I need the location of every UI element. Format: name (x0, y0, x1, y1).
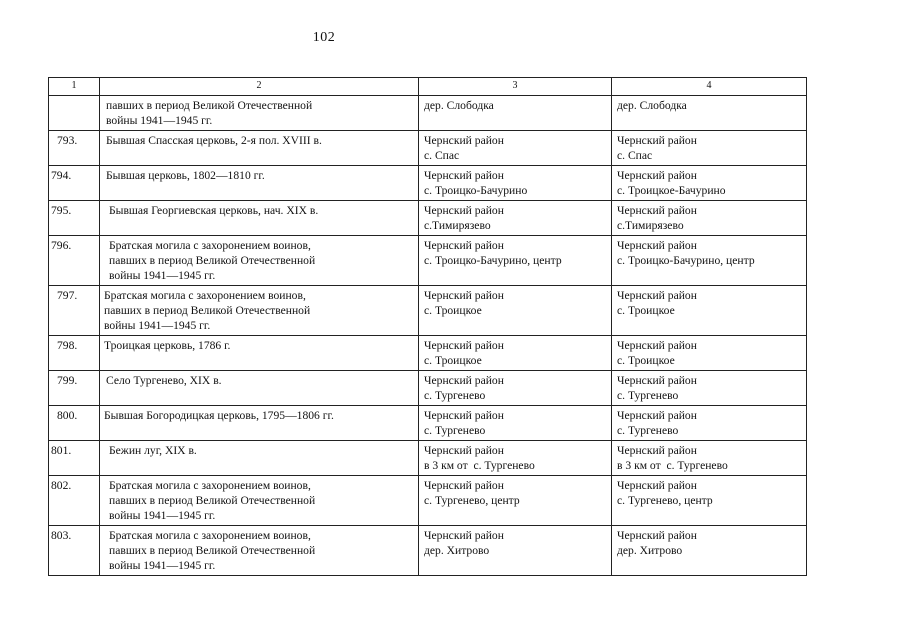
location-cell (612, 96, 807, 131)
location-cell (612, 201, 807, 236)
object-name-line: Бывшая церковь, 1802—1810 гг. (106, 169, 265, 182)
table-row (49, 201, 807, 236)
table-row (49, 166, 807, 201)
location-cell (419, 286, 612, 336)
table-row (49, 236, 807, 286)
location-line: Чернский район (424, 529, 504, 542)
location-cell (612, 526, 807, 576)
location-line: Чернский район (424, 444, 504, 457)
object-name-cell (100, 236, 419, 286)
table-row (49, 131, 807, 166)
table-row (49, 96, 807, 131)
object-name-cell (100, 286, 419, 336)
location-line: Чернский район (424, 239, 504, 252)
location-line: с. Троицко-Бачурино (424, 184, 528, 197)
object-name-cell (100, 441, 419, 476)
location-line: Чернский район (424, 339, 504, 352)
row-number: 801. (51, 444, 72, 457)
object-name-line: войны 1941—1945 гг. (104, 319, 211, 332)
location-line: Чернский район (424, 134, 504, 147)
location-line: с. Тургенево, центр (617, 494, 713, 507)
row-number: 795. (51, 204, 72, 217)
object-name-line: павших в период Великой Отечественной (109, 494, 316, 507)
object-name-line: войны 1941—1945 гг. (109, 269, 216, 282)
object-name-line: Братская могила с захоронением воинов, (109, 239, 311, 252)
row-number: 794. (51, 169, 72, 182)
location-line: с. Троицко-Бачурино, центр (424, 254, 562, 267)
row-number: 799. (57, 374, 78, 387)
object-name-line: Братская могила с захоронением воинов, (109, 479, 311, 492)
row-number-cell (49, 476, 100, 526)
object-name-cell (100, 406, 419, 441)
location-line: Чернский район (617, 169, 697, 182)
object-name-line: Братская могила с захоронением воинов, (104, 289, 306, 302)
object-name-line: войны 1941—1945 гг. (109, 509, 216, 522)
location-cell (612, 336, 807, 371)
row-number-cell (49, 406, 100, 441)
location-cell (419, 166, 612, 201)
location-cell (419, 476, 612, 526)
row-number: 798. (57, 339, 78, 352)
object-name-line: павших в период Великой Отечественной (106, 99, 313, 112)
location-line: с.Тимирязево (424, 219, 491, 232)
row-number-cell (49, 526, 100, 576)
object-name-line: павших в период Великой Отечественной (109, 254, 316, 267)
row-number-cell (49, 286, 100, 336)
row-number: 796. (51, 239, 72, 252)
row-number-cell (49, 371, 100, 406)
location-cell (419, 131, 612, 166)
location-line: Чернский район (617, 409, 697, 422)
table-row (49, 336, 807, 371)
table-body (49, 78, 807, 576)
object-name-cell (100, 371, 419, 406)
location-line: с. Спас (424, 149, 460, 162)
object-name-line: Бывшая Спасская церковь, 2-я пол. XVIII в. (106, 134, 322, 147)
location-line: Чернский район (617, 374, 697, 387)
location-line: с. Троицкое (424, 304, 482, 317)
table-row (49, 526, 807, 576)
object-name-line: войны 1941—1945 гг. (106, 114, 213, 127)
location-line: Чернский район (617, 529, 697, 542)
location-line: в 3 км от с. Тургенево (424, 459, 535, 472)
location-line: Чернский район (424, 204, 504, 217)
table-row (49, 371, 807, 406)
location-line: Чернский район (617, 134, 697, 147)
row-number-cell (49, 336, 100, 371)
column-header: 4 (612, 78, 807, 96)
page-number: 102 (312, 30, 336, 45)
row-number-cell (49, 166, 100, 201)
location-line: с. Тургенево (424, 424, 486, 437)
location-cell (419, 441, 612, 476)
table-row (49, 476, 807, 526)
row-number: 793. (57, 134, 78, 147)
location-cell (612, 166, 807, 201)
row-number-cell (49, 96, 100, 131)
location-line: Чернский район (617, 339, 697, 352)
location-line: с. Тургенево (617, 424, 679, 437)
monuments-table (48, 77, 807, 576)
column-header: 3 (419, 78, 612, 96)
row-number: 802. (51, 479, 72, 492)
location-cell (612, 286, 807, 336)
table-row (49, 441, 807, 476)
location-line: с. Троицкое-Бачурино (617, 184, 726, 197)
location-cell (419, 406, 612, 441)
location-line: Чернский район (424, 479, 504, 492)
location-line: с.Тимирязево (617, 219, 684, 232)
table-row (49, 286, 807, 336)
row-number-cell (49, 236, 100, 286)
location-line: Чернский район (424, 409, 504, 422)
row-number-cell (49, 131, 100, 166)
object-name-cell (100, 201, 419, 236)
row-number-cell (49, 441, 100, 476)
location-cell (419, 336, 612, 371)
row-number: 797. (57, 289, 78, 302)
object-name-line: Село Тургенево, XIX в. (106, 374, 222, 387)
location-line: с. Тургенево (617, 389, 679, 402)
location-line: дер. Слободка (617, 99, 687, 112)
location-line: с. Тургенево (424, 389, 486, 402)
object-name-line: Братская могила с захоронением воинов, (109, 529, 311, 542)
location-cell (612, 371, 807, 406)
object-name-cell (100, 166, 419, 201)
table-header-row (49, 78, 807, 96)
object-name-cell (100, 526, 419, 576)
location-line: с. Троицкое (424, 354, 482, 367)
location-cell (419, 96, 612, 131)
object-name-line: войны 1941—1945 гг. (109, 559, 216, 572)
location-cell (612, 236, 807, 286)
column-header: 1 (49, 78, 100, 96)
object-name-cell (100, 336, 419, 371)
table-row (49, 406, 807, 441)
location-line: дер. Слободка (424, 99, 494, 112)
row-number: 800. (57, 409, 78, 422)
row-number-cell (49, 201, 100, 236)
object-name-cell (100, 96, 419, 131)
location-line: с. Тургенево, центр (424, 494, 520, 507)
location-line: Чернский район (617, 239, 697, 252)
location-line: с. Троицкое (617, 354, 675, 367)
object-name-line: Бежин луг, XIX в. (109, 444, 197, 457)
location-line: Чернский район (617, 479, 697, 492)
location-cell (419, 371, 612, 406)
object-name-line: Бывшая Георгиевская церковь, нач. XIX в. (109, 204, 319, 217)
location-cell (419, 236, 612, 286)
location-cell (612, 131, 807, 166)
location-line: Чернский район (424, 169, 504, 182)
location-cell (612, 406, 807, 441)
location-line: с. Спас (617, 149, 653, 162)
location-line: Чернский район (424, 289, 504, 302)
location-cell (612, 476, 807, 526)
object-name-line: Бывшая Богородицкая церковь, 1795—1806 гг. (104, 409, 334, 422)
location-cell (419, 526, 612, 576)
object-name-cell (100, 131, 419, 166)
location-line: с. Троицкое (617, 304, 675, 317)
object-name-line: павших в период Великой Отечественной (109, 544, 316, 557)
row-number: 803. (51, 529, 72, 542)
location-line: дер. Хитрово (424, 544, 490, 557)
location-line: Чернский район (617, 204, 697, 217)
location-line: Чернский район (424, 374, 504, 387)
object-name-line: павших в период Великой Отечественной (104, 304, 311, 317)
column-header: 2 (100, 78, 419, 96)
location-line: Чернский район (617, 444, 697, 457)
location-line: с. Троицко-Бачурино, центр (617, 254, 755, 267)
location-cell (612, 441, 807, 476)
location-line: в 3 км от с. Тургенево (617, 459, 728, 472)
object-name-line: Троицкая церковь, 1786 г. (104, 339, 231, 352)
object-name-cell (100, 476, 419, 526)
location-line: Чернский район (617, 289, 697, 302)
location-cell (419, 201, 612, 236)
location-line: дер. Хитрово (617, 544, 683, 557)
